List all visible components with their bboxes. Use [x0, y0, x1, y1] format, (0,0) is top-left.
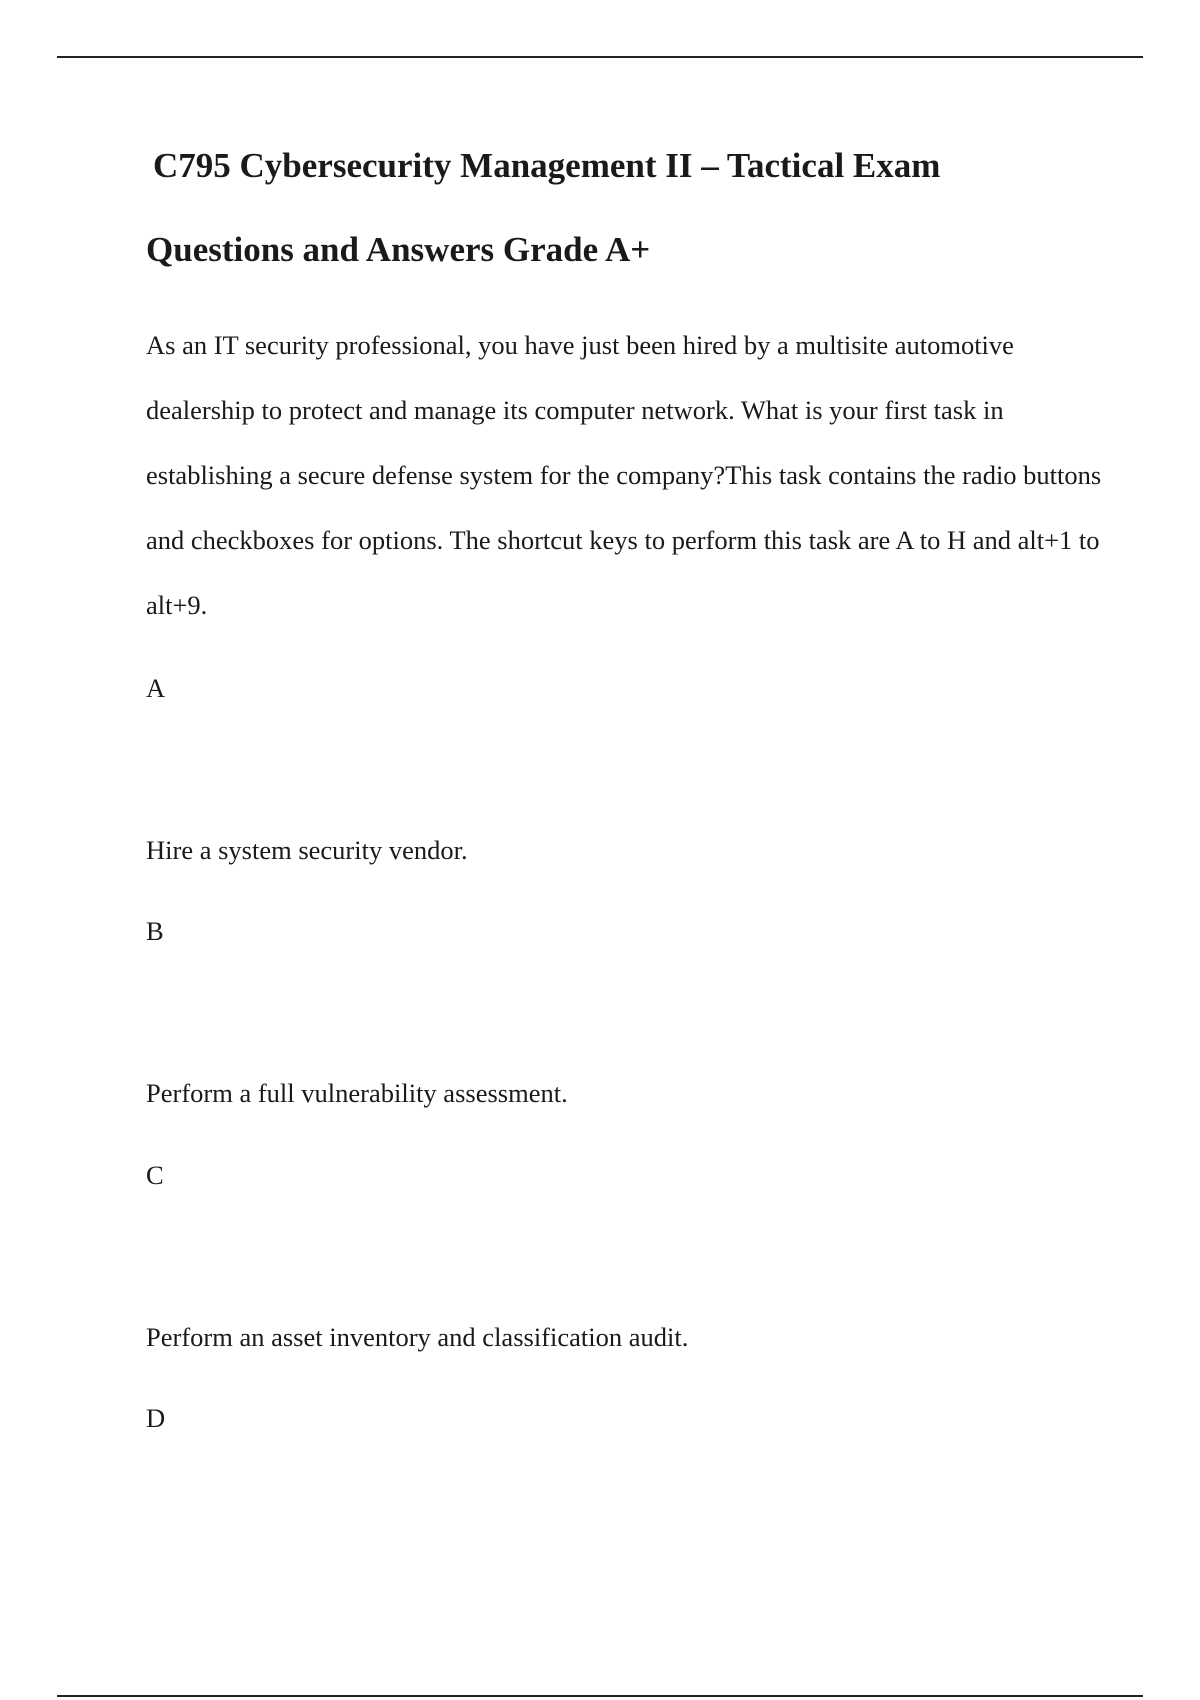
option-text-c: Perform an asset inventory and classification audit.	[146, 1322, 689, 1352]
bottom-divider	[57, 1695, 1143, 1697]
option-text-a: Hire a system security vendor.	[146, 835, 468, 865]
option-text-b: Perform a full vulnerability assessment.	[146, 1078, 568, 1108]
option-letter-b: B	[146, 916, 164, 946]
option-letter-d: D	[146, 1403, 166, 1433]
question-text: As an IT security professional, you have just been hired by a multisite automotive dealership to protect and manage its computer network. What is your first task in establishing a secure defense system for the company?This task contains the radio buttons and checkboxes for options. The shortcut keys to perform this task are A to H and alt+1 to alt+9.	[146, 330, 1102, 620]
option-letter-c: C	[146, 1160, 164, 1190]
top-divider	[57, 56, 1143, 58]
option-letter-a: A	[146, 673, 166, 703]
document-title-line-2: Questions and Answers Grade A+	[146, 230, 651, 269]
document-title-line-1: C795 Cybersecurity Management II – Tactical Exam	[153, 146, 941, 185]
